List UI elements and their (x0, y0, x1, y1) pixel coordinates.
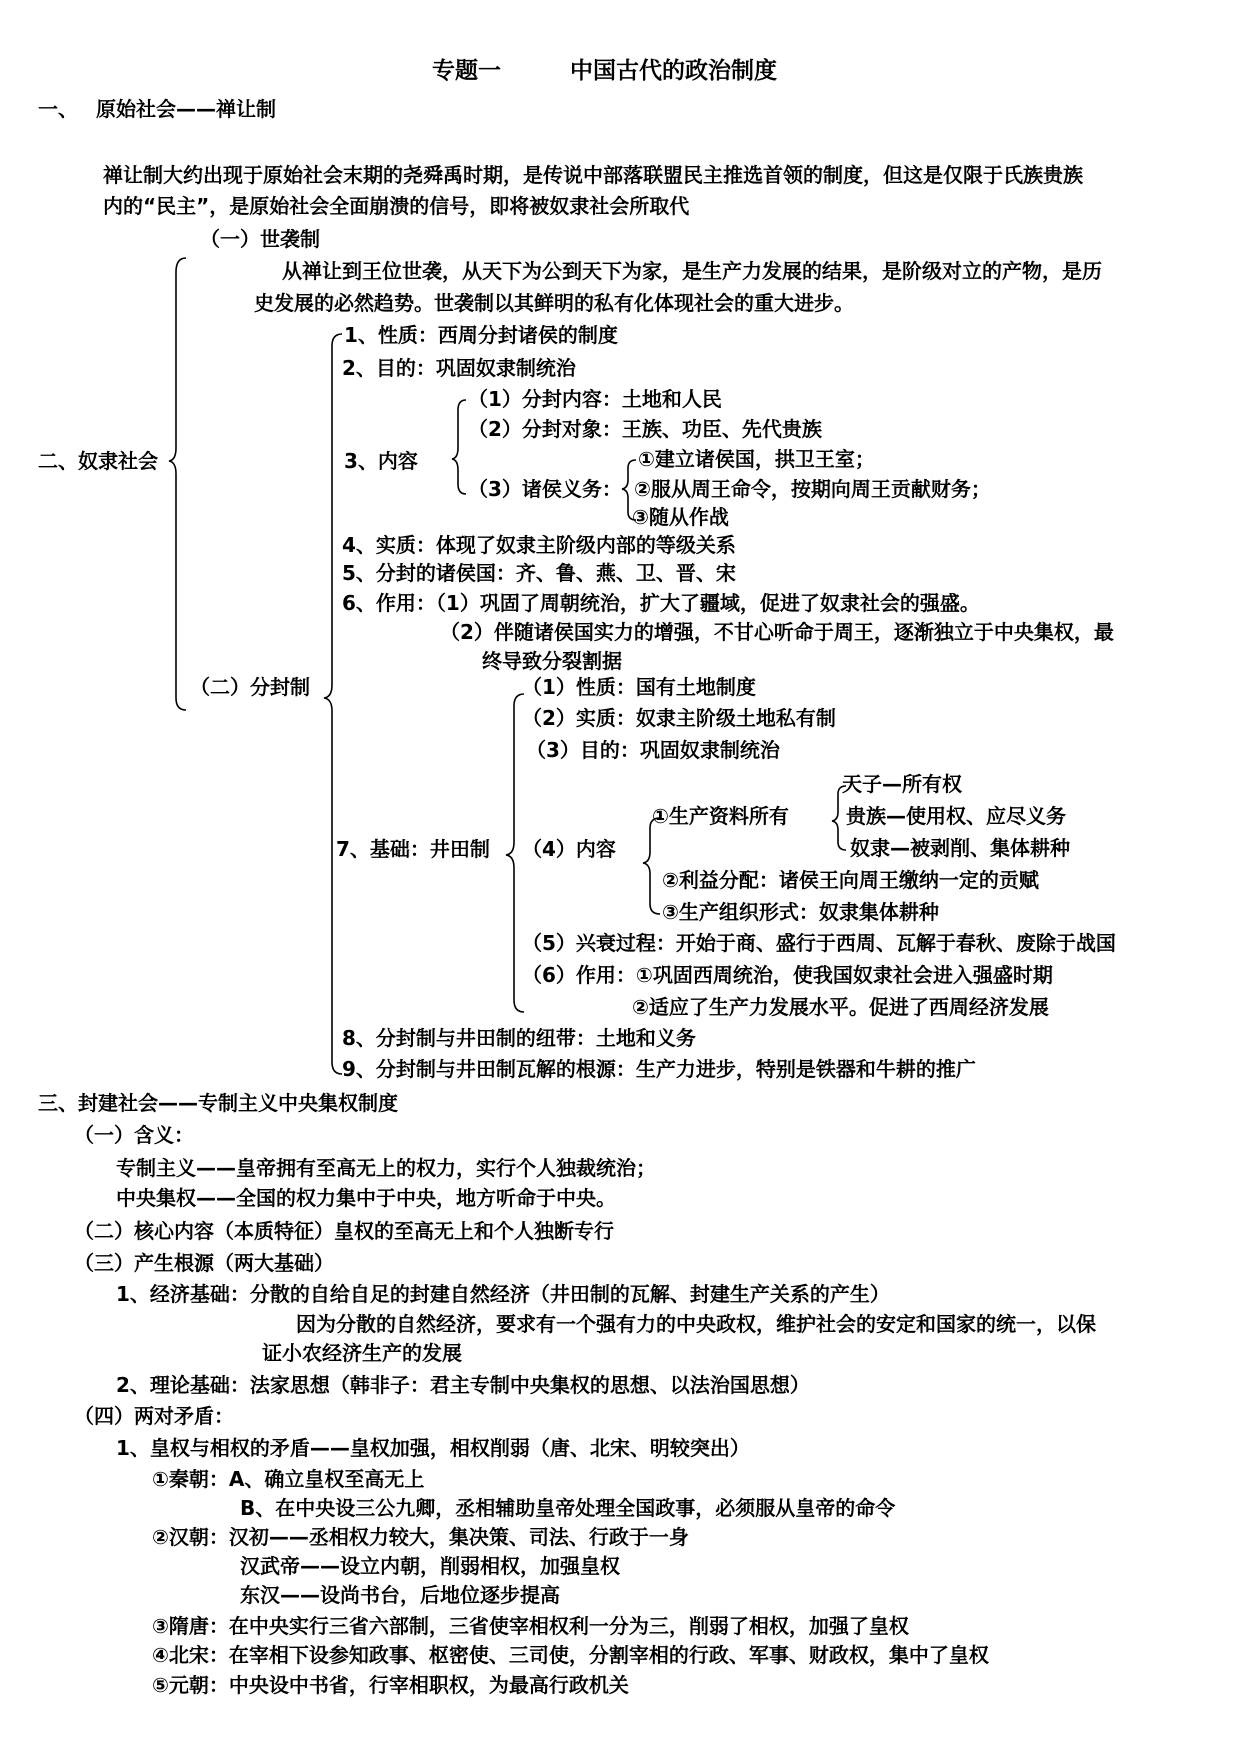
page-title: 中国古代的政治制度 (570, 58, 777, 84)
title-part: 专题一 (432, 58, 501, 84)
northern-song: ④北宋：在宰相下设参知政事、枢密使、三司使，分割宰相的行政、军事、财政权，集中了皇权 (152, 1643, 989, 1667)
well-field-item-1: （1）性质：国有土地制度 (522, 675, 756, 699)
han-line3: 东汉——设尚书台，后地位逐步提高 (240, 1583, 560, 1607)
theoretical-basis: 2、理论基础：法家思想（韩非子：君主专制中央集权的思想、以法治国思想） (116, 1373, 810, 1397)
meaning-line2: 中央集权——全国的权力集中于中央，地方听命于中央。 (116, 1186, 616, 1210)
enfeoffment-item-1: 1、性质：西周分封诸侯的制度 (344, 323, 618, 347)
section1-paragraph-line2: 内的“民主”，是原始社会全面崩溃的信号，即将被奴隶社会所取代 (103, 194, 690, 218)
section1-number: 一、 (38, 97, 78, 121)
well-field-item-4: （4）内容 (522, 837, 616, 861)
ownership-item-3: 奴隶—被剥削、集体耕种 (850, 836, 1070, 860)
han-line1: ②汉朝：汉初——丞相权力较大，集决策、司法、行政于一身 (152, 1525, 689, 1549)
enfeoffment-item-7: 7、基础：井田制 (336, 837, 490, 861)
section3-heading: 三、封建社会——专制主义中央集权制度 (38, 1091, 398, 1115)
ownership-item-2: 贵族—使用权、应尽义务 (846, 804, 1066, 828)
duty-item-2: ②服从周王命令，按期向周王贡献财务； (634, 477, 991, 501)
economic-basis-explain-line1: 因为分散的自然经济，要求有一个强有力的中央政权，维护社会的安定和国家的统一，以保 (296, 1312, 1096, 1336)
qin-line1: ①秦朝：A、确立皇权至高无上 (152, 1467, 425, 1491)
duty-item-1: ①建立诸侯国，拱卫王室； (638, 447, 875, 471)
well-field-item-2: （2）实质：奴隶主阶级土地私有制 (522, 706, 836, 730)
effect-2-line2: 终导致分裂割据 (482, 649, 622, 673)
core-content: （二）核心内容（本质特征）皇权的至高无上和个人独断专行 (74, 1219, 614, 1243)
enfeoffment-item-3: 3、内容 (344, 449, 418, 473)
brace-enfeoffment (324, 334, 342, 1074)
ownership-item-1: 天子—所有权 (842, 772, 962, 796)
origin-label: （三）产生根源（两大基础） (74, 1251, 334, 1275)
well-field-item-6: （6）作用：①巩固西周统治，使我国奴隶社会进入强盛时期 (522, 963, 1053, 987)
well-field-effect-2: ②适应了生产力发展水平。促进了西周经济发展 (632, 995, 1049, 1019)
duty-item-3: ③随从作战 (632, 505, 729, 529)
brace-slave-society (169, 258, 186, 710)
production-organization: ③生产组织形式：奴隶集体耕种 (662, 900, 939, 924)
content-item-1: （1）分封内容：土地和人民 (468, 387, 722, 411)
section1-paragraph-line1: 禅让制大约出现于原始社会末期的尧舜禹时期，是传说中部落联盟民主推选首领的制度，但这是仅限于氏族贵族 (103, 163, 1083, 187)
enfeoffment-item-5: 5、分封的诸侯国：齐、鲁、燕、卫、晋、宋 (342, 561, 736, 585)
section2-heading: 二、奴隶社会 (38, 449, 158, 473)
benefit-distribution: ②利益分配：诸侯王向周王缴纳一定的贡赋 (662, 868, 1039, 892)
enfeoffment-item-6: 6、作用：（1）巩固了周朝统治，扩大了疆域，促进了奴隶社会的强盛。 (342, 591, 980, 615)
effect-2-line1: （2）伴随诸侯国实力的增强，不甘心听命于周王，逐渐独立于中央集权，最 (440, 620, 1114, 644)
enfeoffment-item-8: 8、分封制与井田制的纽带：土地和义务 (342, 1026, 696, 1050)
brace-content (452, 400, 466, 494)
yuan-dynasty: ⑤元朝：中央设中书省，行宰相职权，为最高行政机关 (152, 1673, 629, 1697)
han-line2: 汉武帝——设立内朝，削弱相权，加强皇权 (240, 1554, 620, 1578)
well-field-item-3: （3）目的：巩固奴隶制统治 (526, 738, 780, 762)
economic-basis-explain-line2: 证小农经济生产的发展 (262, 1341, 462, 1365)
well-field-item-5: （5）兴衰过程：开始于商、盛行于西周、瓦解于春秋、废除于战国 (522, 931, 1116, 955)
hereditary-paragraph-line2: 史发展的必然趋势。世袭制以其鲜明的私有化体现社会的重大进步。 (254, 291, 854, 315)
enfeoffment-label: （二）分封制 (190, 675, 310, 699)
enfeoffment-item-2: 2、目的：巩固奴隶制统治 (342, 356, 576, 380)
content-item-2: （2）分封对象：王族、功臣、先代贵族 (468, 417, 822, 441)
contradiction-1: 1、皇权与相权的矛盾——皇权加强，相权削弱（唐、北宋、明较突出） (116, 1436, 750, 1460)
brace-well-field-content (643, 818, 660, 914)
meaning-line1: 专制主义——皇帝拥有至高无上的权力，实行个人独裁统治； (116, 1156, 656, 1180)
contradictions-label: （四）两对矛盾： (74, 1404, 234, 1428)
means-of-production: ①生产资料所有 (652, 804, 789, 828)
sui-tang: ③隋唐：在中央实行三省六部制，三省使宰相权利一分为三，削弱了相权，加强了皇权 (152, 1614, 909, 1638)
meaning-label: （一）含义： (74, 1123, 194, 1147)
content-item-3: （3）诸侯义务： (468, 477, 622, 501)
qin-line2: B、在中央设三公九卿，丞相辅助皇帝处理全国政事，必须服从皇帝的命令 (240, 1496, 896, 1520)
section1-heading: 原始社会——禅让制 (96, 97, 276, 121)
hereditary-paragraph-line1: 从禅让到王位世袭，从天下为公到天下为家，是生产力发展的结果，是阶级对立的产物，是历 (282, 259, 1102, 283)
hereditary-system-label: （一）世袭制 (200, 227, 320, 251)
economic-basis: 1、经济基础：分散的自给自足的封建自然经济（井田制的瓦解、封建生产关系的产生） (116, 1282, 890, 1306)
enfeoffment-item-9: 9、分封制与井田制瓦解的根源：生产力进步，特别是铁器和牛耕的推广 (342, 1057, 976, 1081)
enfeoffment-item-4: 4、实质：体现了奴隶主阶级内部的等级关系 (342, 533, 736, 557)
